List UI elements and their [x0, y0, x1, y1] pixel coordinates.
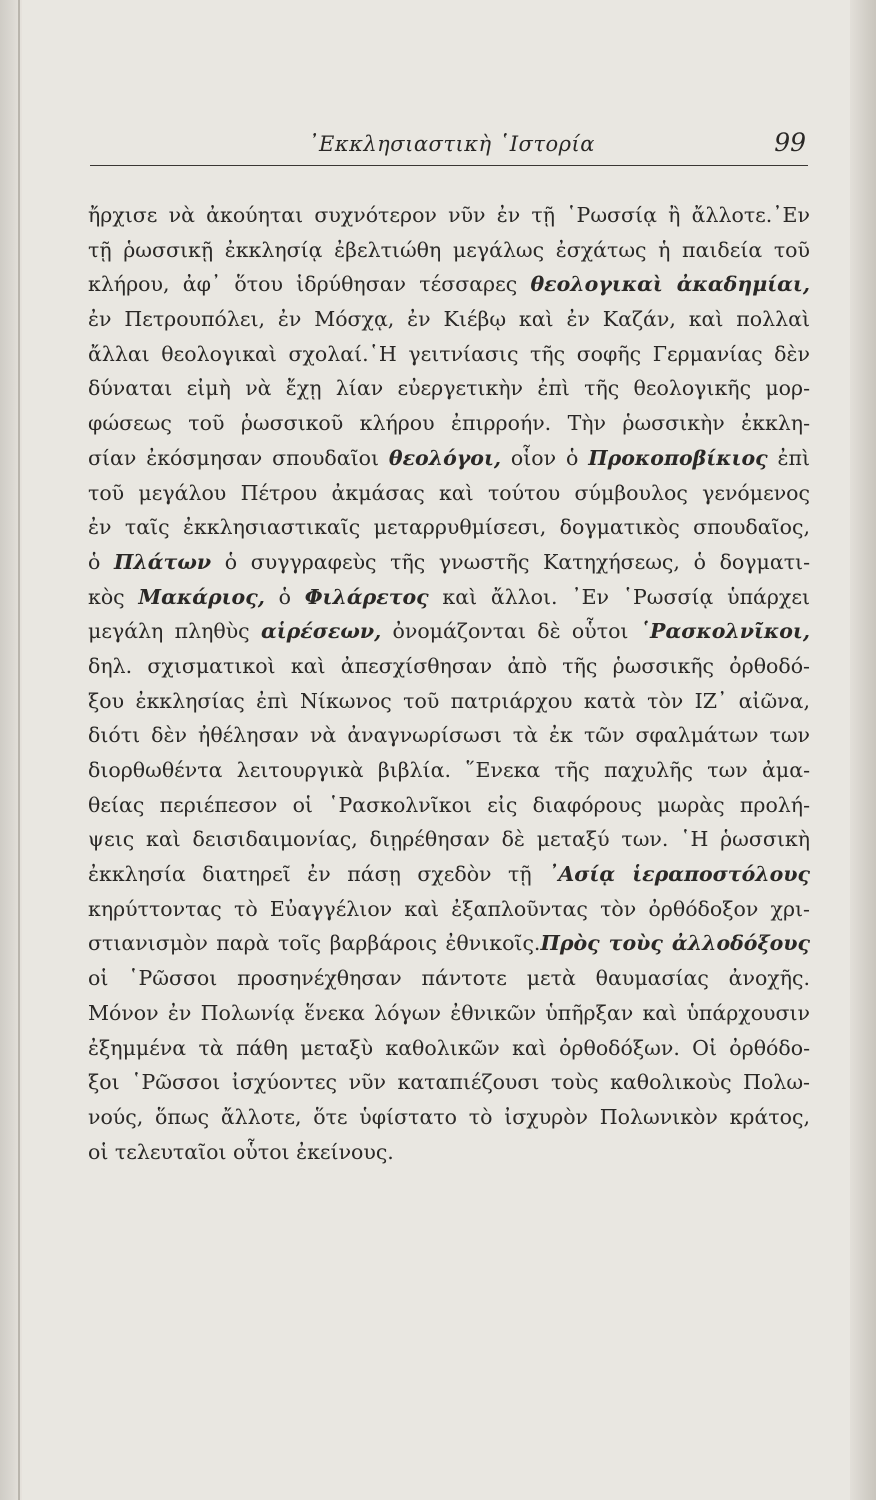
text-line: ξου ἐκκλησίας ἐπὶ Νίκωνος τοῦ πατριάρχου κατὰ τὸν ΙΖ᾿ αἰῶνα, [88, 688, 810, 713]
text-line: θείας περιέπεσον οἱ ῾Ρασκολνῖκοι εἰς διαφόρους μωρὰς προλή- [88, 792, 810, 817]
text-line: οἱ τελευταῖοι οὗτοι ἐκείνους. [88, 1139, 394, 1164]
text-line: κὸς Μακάριος, ὁ Φιλάρετος καὶ ἄλλοι. ᾿Εν ῾Ρωσσίᾳ ὑπάρχει [88, 584, 811, 609]
text-line: στιανισμὸν παρὰ τοῖς βαρβάροις ἐθνικοῖς.Πρὸς τοὺς ἀλλοδόξους [88, 931, 810, 956]
emphasized-term: Πλάτων [114, 549, 212, 574]
emphasized-term: ῾Ρασκολνῖκοι, [639, 619, 810, 644]
emphasized-term: θεολόγοι, [388, 445, 502, 470]
text-line: τοῦ μεγάλου Πέτρου ἀκμάσας καὶ τούτου σύμβουλος γενόμενος [88, 480, 810, 505]
page-number: 99 [774, 128, 806, 157]
text-line: ἐν ταῖς ἐκκλησιαστικαῖς μεταρρυθμίσεσι, δογματικὸς σπουδαῖος, [88, 515, 810, 540]
header-rule [90, 165, 808, 166]
text-line: κηρύττοντας τὸ Εὐαγγέλιον καὶ ἐξαπλοῦντας τὸν ὀρθόδοξον χρι- [88, 896, 810, 921]
text-line: διότι δὲν ἠθέλησαν νὰ ἀναγνωρίσωσι τὰ ἐκ τῶν σφαλμάτων των [88, 723, 810, 748]
text-line: δηλ. σχισματικοὶ καὶ ἀπεσχίσθησαν ἀπὸ τῆς ῥωσσικῆς ὀρθοδό- [88, 653, 810, 678]
emphasized-term: αἱρέσεων, [260, 619, 382, 644]
emphasized-term: Φιλάρετος [304, 584, 429, 609]
text-line: τῇ ῥωσσικῇ ἐκκλησίᾳ ἐβελτιώθη μεγάλως ἐσχάτως ἡ παιδεία τοῦ [88, 237, 810, 262]
text-line: δύναται εἰμὴ νὰ ἔχῃ λίαν εὐεργετικὴν ἐπὶ τῆς θεολογικῆς μορ- [88, 376, 810, 401]
running-title: ᾿Εκκλησιαστικὴ ῾Ιστορία [308, 132, 595, 156]
emphasized-term: ᾿Ασίᾳ ἱεραποστόλους [548, 862, 811, 887]
text-line: διορθωθέντα λειτουργικὰ βιβλία. ῞Ενεκα τῆς παχυλῆς των ἀμα- [88, 758, 810, 782]
text-line: ξοι ῾Ρῶσσοι ἰσχύοντες νῦν καταπιέζουσι τοὺς καθολικοὺς Πολω- [88, 1070, 810, 1095]
text-line: νούς, ὅπως ἄλλοτε, ὅτε ὑφίστατο τὸ ἰσχυρὸν Πολωνικὸν κράτος, [88, 1104, 810, 1129]
emphasized-term: Προκοποβίκιος [588, 445, 768, 470]
text-line: ψεις καὶ δεισιδαιμονίας, διῃρέθησαν δὲ μεταξύ των. ῾Η ῥωσσικὴ [88, 827, 810, 852]
text-line: ἄλλαι θεολογικαὶ σχολαί.῾Η γειτνίασις τῆς σοφῆς Γερμανίας δὲν [88, 341, 810, 366]
text-line: Μόνον ἐν Πολωνίᾳ ἕνεκα λόγων ἐθνικῶν ὑπῆρξαν καὶ ὑπάρχουσιν [88, 1000, 810, 1025]
text-line: οἱ ῾Ρῶσσοι προσηνέχθησαν πάντοτε μετὰ θαυμασίας ἀνοχῆς. [88, 966, 810, 991]
text-line: ἐν Πετρουπόλει, ἐν Μόσχᾳ, ἐν Κιέβῳ καὶ ἐν Καζάν, καὶ πολλαὶ [88, 307, 810, 332]
emphasized-term: Μακάριος, [138, 584, 265, 609]
text-line: ὁ Πλάτων ὁ συγγραφεὺς τῆς γνωστῆς Κατηχήσεως, ὁ δογματι- [88, 549, 811, 574]
text-line: φώσεως τοῦ ῥωσσικοῦ κλήρου ἐπιρροήν. Τὴν ῥωσσικὴν ἐκκλη- [88, 411, 810, 436]
text-line: ἤρχισε νὰ ἀκούηται συχνότερον νῦν ἐν τῇ ῾Ρωσσίᾳ ἢ ἄλλοτε.᾿Εν [88, 203, 810, 227]
emphasized-term: θεολογικαὶ ἀκαδημίαι, [530, 272, 810, 297]
text-line: μεγάλη πληθὺς αἱρέσεων, ὀνομάζονται δὲ οὗτοι ῾Ρασκολνῖκοι, [88, 619, 810, 644]
body-text [88, 198, 810, 1169]
text-line: ἐκκλησία διατηρεῖ ἐν πάσῃ σχεδὸν τῇ ᾿Ασίᾳ ἱεραποστόλους [88, 862, 811, 887]
text-line: κλήρου, ἀφ᾿ ὅτου ἱδρύθησαν τέσσαρες θεολογικαὶ ἀκαδημίαι, [88, 272, 810, 297]
page-right-edge [850, 0, 876, 1500]
text-line: σίαν ἐκόσμησαν σπουδαῖοι θεολόγοι, οἷον ὁ Προκοποβίκιος ἐπὶ [88, 445, 811, 470]
text-line: ἐξημμένα τὰ πάθη μεταξὺ καθολικῶν καὶ ὀρθοδόξων. Οἱ ὀρθόδο- [88, 1035, 810, 1060]
emphasized-term: Πρὸς τοὺς ἀλλοδόξους [540, 931, 810, 956]
page-header [90, 128, 810, 168]
page-gutter-edge [18, 0, 20, 1500]
